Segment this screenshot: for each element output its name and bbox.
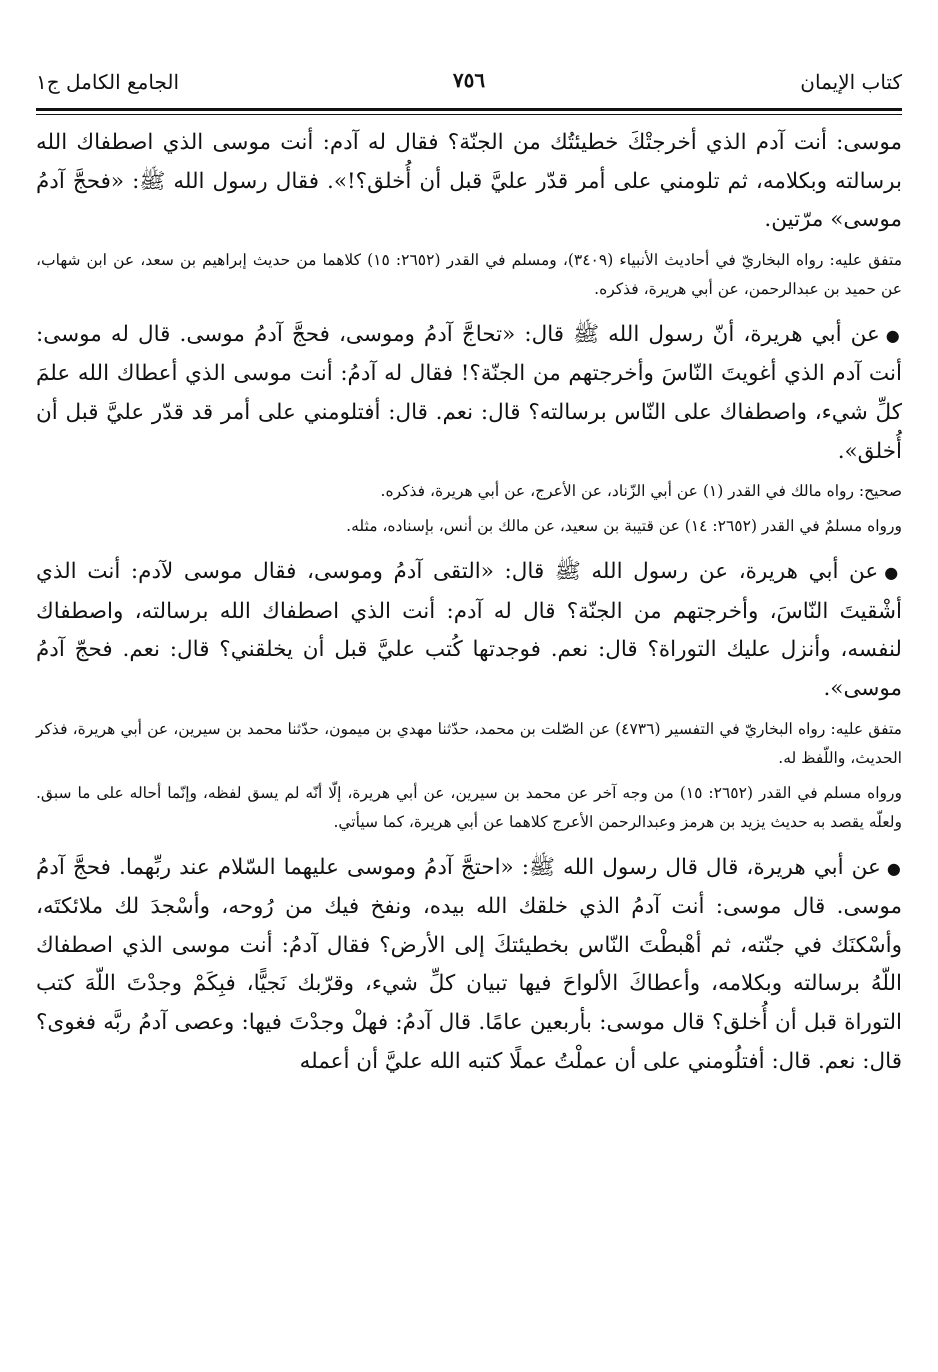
book-title: كتاب الإيمان: [800, 70, 902, 94]
takhrij-note: ورواه مسلم في القدر (٢٦٥٢: ١٥) من وجه آخر عن محمد بن سيرين، عن أبي هريرة، إلّا أنّه لم يسق لفظه، وإنّما أحاله على ما سبق. ولعلّه يقصد به حديث يزيد بن هرمز وعبدالرحمن الأعرج كلاهما عن أبي هريرة، كما سيأتي.: [36, 783, 902, 831]
header-rule-thin: [36, 114, 902, 115]
bullet-icon: ●: [884, 563, 902, 583]
takhrij-note: صحيح: رواه مالك في القدر (١) عن أبي الزّناد، عن الأعرج، عن أبي هريرة، فذكره.: [380, 482, 902, 501]
bullet-icon: ●: [885, 325, 902, 345]
hadith-paragraph: ●عن أبي هريرة، قال قال رسول الله ﷺ: «احتجَّ آدمُ وموسى عليهما السّلام عند ربِّهما. فحجَّ آدمُ موسى. قال موسى: أنت آدمُ الذي خلقك الله بيده، ونفخ فيك من رُوحه، وأسْجدَ لك ملائكتَه، وأسْكنَك في جنّته، ثم أهْبطْتَ النّاس بخطيئتكَ إلى الأرض؟ فقال آدمُ: أنت موسى الذي اصطفاك اللّهُ برسالته وبكلامه، وأعطاكَ الألواحَ فيها تبيان كلِّ شيء، وقرّبك نَجيًّا، فبِكَمْ وجدْتَ اللّهَ كتب التوراة قبل أن أُخلق؟ قال موسى: بأربعين عامًا. قال آدمُ: فهلْ وجدْتَ فيها: وعصى آدمُ ربَّه فغوى؟ قال: نعم. قال: أفتلُومني على أن عملْتُ عملًا كتبه الله عليَّ أن أعمله: [36, 854, 903, 1074]
page-header: [36, 66, 902, 100]
page-number: ٧٥٦: [452, 68, 486, 92]
takhrij-note: متفق عليه: رواه البخاريّ في التفسير (٤٧٣٦) عن الصّلت بن محمد، حدّثنا مهدي بن ميمون، حدّثنا محمد بن سيرين، عن أبي هريرة، فذكر الحديث، واللّفظ له.: [36, 719, 902, 767]
page-body: [36, 124, 902, 1087]
collection-title: الجامع الكامل ج١: [36, 70, 180, 94]
hadith-paragraph: ●عن أبي هريرة، أنّ رسول الله ﷺ قال: «تحاجَّ آدمُ وموسى، فحجَّ آدمُ موسى. قال له موسى: أنت آدم الذي أغويتَ النّاسَ وأخرجتهم من الجنّة؟! فقال له آدمُ: أنت موسى الذي أعطاك الله علمَ كلِّ شيء، واصطفاك على النّاس برسالته؟ قال: نعم. قال: أفتلومني على أمر قد قدّر عليَّ قبل أن أُخلق».: [36, 321, 902, 464]
header-rule-thick: [36, 108, 902, 111]
hadith-paragraph: موسى: أنت آدم الذي أخرجتْكَ خطيئتُك من الجنّة؟ فقال له آدم: أنت موسى الذي اصطفاك الله برسالته وبكلامه، ثم تلومني على أمر قدّر عليَّ قبل أن أُخلق؟!». فقال رسول الله ﷺ: «فحجَّ آدمُ موسى» مرّتين.: [36, 130, 902, 233]
hadith-paragraph: ●عن أبي هريرة، عن رسول الله ﷺ قال: «التقى آدمُ وموسى، فقال موسى لآدم: أنت الذي أشْقيتَ النّاسَ، وأخرجتهم من الجنّة؟ قال له آدم: أنت الذي اصطفاك الله برسالته، واصطفاك لنفسه، وأنزل عليك التوراة؟ قال: نعم. فوجدتها كُتب عليَّ قبل أن يخلقني؟ قال: نعم. فحجّ آدمُ موسى».: [36, 559, 902, 701]
takhrij-note: ورواه مسلمٌ في القدر (٢٦٥٢: ١٤) عن قتيبة بن سعيد، عن مالك بن أنس، بإسناده، مثله.: [346, 517, 902, 536]
takhrij-note: متفق عليه: رواه البخاريّ في أحاديث الأنبياء (٣٤٠٩)، ومسلم في القدر (٢٦٥٢: ١٥) كلاهما من حديث إبراهيم بن سعد، عن ابن شهاب، عن حميد بن عبدالرحمن، عن أبي هريرة، فذكره.: [36, 250, 903, 298]
bullet-icon: ●: [886, 858, 903, 878]
